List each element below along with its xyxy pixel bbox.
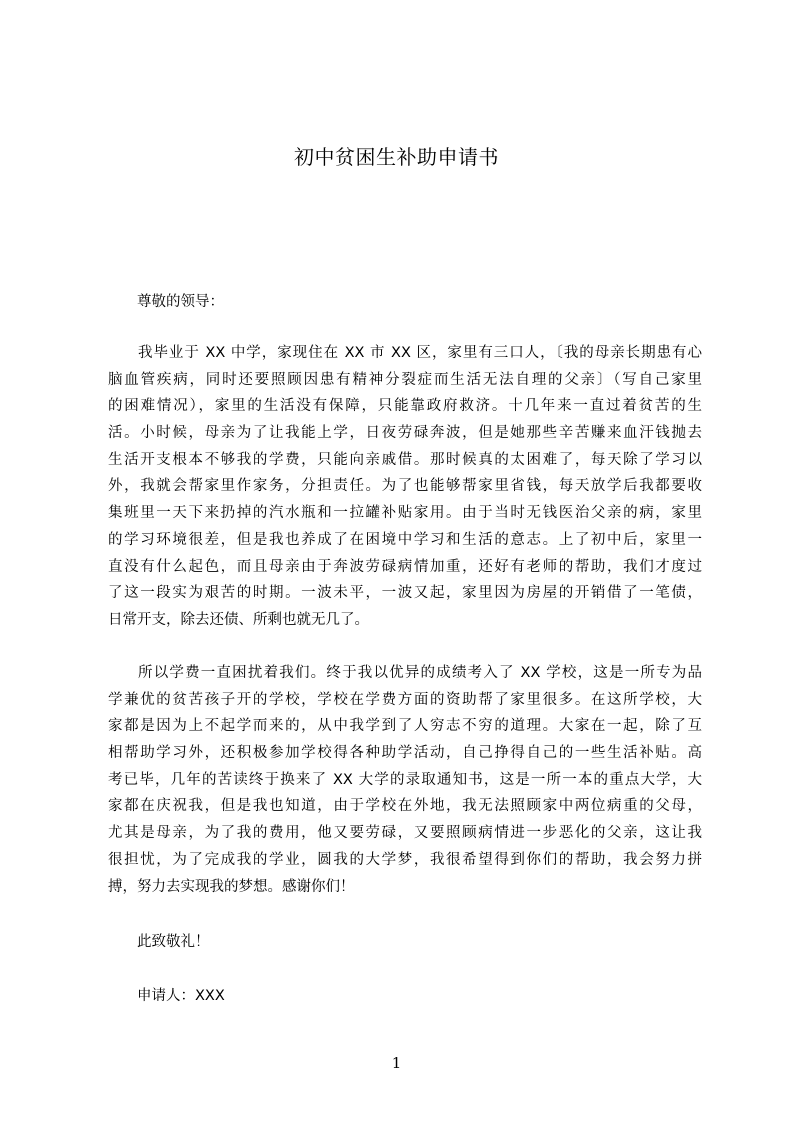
paragraph-2-line: 学兼优的贫苦孩子开的学校，学校在学费方面的资助帮了家里很多。在这所学校，大: [108, 691, 702, 708]
paragraph-2-line: 家都是因为上不起学而来的，从中我学到了人穷志不穷的道理。大家在一起，除了互: [108, 718, 702, 735]
paragraph-1: [108, 340, 702, 634]
paragraph-1-line: 我毕业于 XX 中学，家现住在 XX 市 XX 区，家里有三口人，〔我的母亲长期患有心: [138, 345, 702, 361]
paragraph-1-line: 活。小时候，母亲为了让我能上学，日夜劳碌奔波，但是她那些辛苦赚来血汗钱抛去: [108, 425, 702, 442]
paragraph-1-line: 直没有什么起色，而且母亲由于奔波劳碌病情加重，还好有老师的帮助，我们才度过: [108, 558, 702, 575]
page-title: 初中贫困生补助申请书: [294, 145, 499, 169]
salutation: 尊敬的领导：: [137, 294, 224, 310]
paragraph-1-line: 集班里一天下来扔掉的汽水瓶和一拉罐补贴家用。由于当时无钱医治父亲的病，家里: [108, 505, 702, 522]
paragraph-1-line: 的困难情况），家里的生活没有保障，只能靠政府救济。十几年来一直过着贫苦的生: [108, 398, 702, 415]
paragraph-2-line: 相帮助学习外，还积极参加学校得各种助学活动，自己挣得自己的一些生活补贴。高: [108, 745, 702, 762]
paragraph-1-line: 日常开支，除去还债、所剩也就无几了。: [108, 611, 369, 628]
paragraph-2-line: 所以学费一直困扰着我们。终于我以优异的成绩考入了 XX 学校，这是一所专为品: [138, 665, 702, 681]
paragraph-2-line: 家都在庆祝我，但是我也知道，由于学校在外地，我无法照顾家中两位病重的父母，: [108, 798, 702, 815]
paragraph-1-line: 的学习环境很差，但是我也养成了在困境中学习和生活的意志。上了初中后，家里一: [108, 531, 702, 548]
page-number: 1: [391, 1054, 402, 1072]
paragraph-2: [108, 660, 702, 900]
paragraph-1-line: 了这一段实为艰苦的时期。一波未平，一波又起，家里因为房屋的开销借了一笔债，: [108, 585, 702, 602]
paragraph-2-line: 很担忧，为了完成我的学业，圆我的大学梦，我很希望得到你们的帮助，我会努力拼: [108, 851, 702, 868]
closing: 此致敬礼！: [137, 934, 210, 950]
signature: 申请人：XXX: [137, 988, 225, 1004]
paragraph-2-line: 考已毕，几年的苦读终于换来了 XX 大学的录取通知书，这是一所一本的重点大学，大: [108, 771, 702, 788]
paragraph-1-line: 生活开支根本不够我的学费，只能向亲戚借。那时候真的太困难了，每天除了学习以: [108, 451, 702, 468]
paragraph-1-line: 外，我就会帮家里作家务，分担责任。为了也能够帮家里省钱，每天放学后我都要收: [108, 478, 702, 495]
paragraph-2-line: 搏，努力去实现我的梦想。感谢你们！: [108, 878, 355, 895]
paragraph-2-line: 尤其是母亲，为了我的费用，他又要劳碌，又要照顾病情进一步恶化的父亲，这让我: [108, 825, 702, 842]
paragraph-1-line: 脑血管疾病，同时还要照顾因患有精神分裂症而生活无法自理的父亲〕（写自己家里: [108, 371, 702, 388]
